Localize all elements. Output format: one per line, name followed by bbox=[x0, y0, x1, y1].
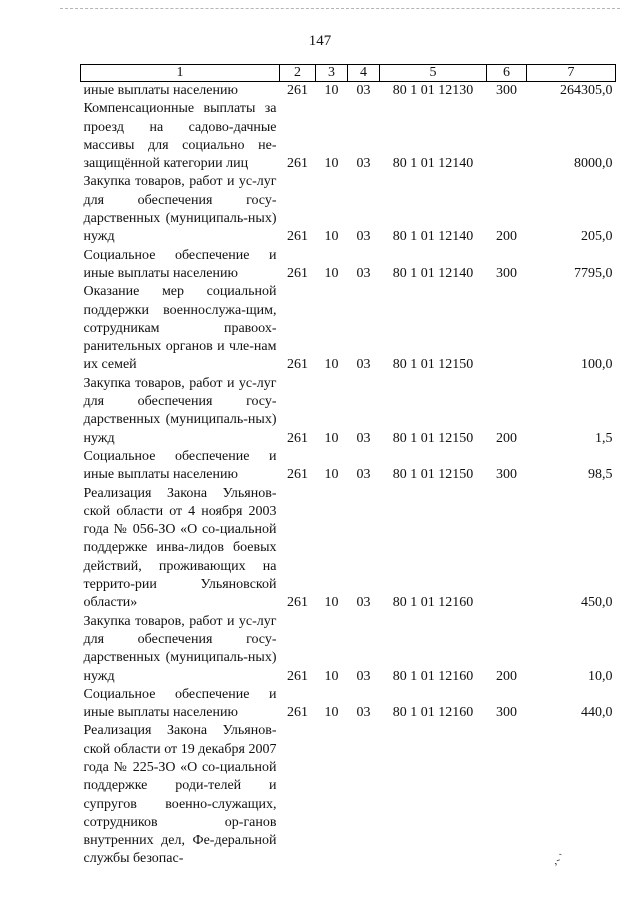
row-code-cell-7: 100,0 bbox=[581, 357, 613, 373]
row-name-cell: Закупка товаров, работ и ус-луг для обеспечения госу-дарственных (муниципаль-ных) нужд bbox=[83, 174, 277, 245]
scan-edge-artifact bbox=[60, 8, 620, 11]
row-code-cell-6: 300 bbox=[496, 265, 517, 281]
table-row bbox=[81, 448, 616, 485]
row-code-cell-7 bbox=[527, 722, 616, 868]
row-code-cell-3: 10 bbox=[324, 265, 339, 281]
row-code-cell-4: 03 bbox=[356, 357, 371, 373]
row-code-cell-5: 80 1 01 12160 bbox=[392, 668, 474, 684]
row-name-cell: Оказание мер социальной поддержки военнослужа-щим, сотрудникам правоох-ранительных органов и чле-нам их семей bbox=[83, 284, 277, 373]
row-code-cell-3: 10 bbox=[324, 156, 339, 172]
header-col-2: 2 bbox=[280, 65, 316, 82]
table-row bbox=[81, 173, 616, 246]
row-code-cell-4: 03 bbox=[356, 668, 371, 684]
table-header-row bbox=[81, 65, 616, 82]
header-col-7: 7 bbox=[527, 65, 616, 82]
row-name-cell: Закупка товаров, работ и ус-луг для обеспечения госу-дарственных (муниципаль-ных) нужд bbox=[83, 375, 277, 446]
row-code-cell-6 bbox=[487, 100, 527, 173]
row-code-cell-5: 80 1 01 12140 bbox=[392, 229, 474, 245]
row-name-cell: Реализация Закона Ульянов-ской области от 4 ноября 2003 года № 056-ЗО «О со-циальной поддержке инва-лидов боевых действий, проживающих на террито-рии Ульяновской области» bbox=[83, 485, 277, 611]
table-row bbox=[81, 613, 616, 686]
table-row bbox=[81, 100, 616, 173]
row-code-cell-6: 200 bbox=[496, 668, 517, 684]
header-col-4: 4 bbox=[348, 65, 380, 82]
row-code-cell-4: 03 bbox=[356, 467, 371, 483]
row-code-cell-4: 03 bbox=[356, 595, 371, 611]
row-code-cell-5: 80 1 01 12160 bbox=[392, 705, 474, 721]
row-code-cell-2: 261 bbox=[287, 265, 308, 281]
row-code-cell-3: 10 bbox=[324, 467, 339, 483]
row-code-cell-6 bbox=[487, 722, 527, 868]
row-code-cell-7: 10,0 bbox=[588, 668, 613, 684]
row-code-cell-5: 80 1 01 12140 bbox=[392, 156, 474, 172]
header-col-5: 5 bbox=[380, 65, 487, 82]
row-code-cell-5: 80 1 01 12150 bbox=[392, 430, 474, 446]
row-code-cell-6: 200 bbox=[496, 229, 517, 245]
row-code-cell-7: 7795,0 bbox=[574, 265, 613, 281]
row-code-cell-4: 03 bbox=[356, 265, 371, 281]
header-col-6: 6 bbox=[487, 65, 527, 82]
row-code-cell-7: 264305,0 bbox=[560, 83, 613, 98]
row-code-cell-3: 10 bbox=[324, 357, 339, 373]
row-code-cell-7: 450,0 bbox=[581, 595, 613, 611]
row-code-cell-5: 80 1 01 12150 bbox=[392, 357, 474, 373]
row-code-cell-3: 10 bbox=[324, 595, 339, 611]
row-code-cell-2: 261 bbox=[287, 595, 308, 611]
row-code-cell-2: 261 bbox=[287, 668, 308, 684]
row-code-cell-2: 261 bbox=[287, 430, 308, 446]
row-name-cell: иные выплаты населению bbox=[83, 83, 238, 98]
row-code-cell-3 bbox=[316, 722, 348, 868]
table-row bbox=[81, 82, 616, 101]
row-code-cell-5: 80 1 01 12150 bbox=[392, 467, 474, 483]
row-name-cell: Реализация Закона Ульянов-ской области от 19 декабря 2007 года № 225-ЗО «О со-циальной поддержке роди-телей и супругов военно-служащих, сотрудников ор-ганов внутренних дел, Фе-деральной службы безопас- bbox=[83, 723, 277, 867]
table-row bbox=[81, 247, 616, 284]
row-code-cell-6 bbox=[487, 283, 527, 374]
row-code-cell-5: 80 1 01 12160 bbox=[392, 595, 474, 611]
table-row bbox=[81, 686, 616, 723]
header-col-3: 3 bbox=[316, 65, 348, 82]
row-name-cell: Социальное обеспечение и иные выплаты населению bbox=[83, 686, 277, 721]
row-code-cell-7: 98,5 bbox=[588, 467, 613, 483]
page-number: 147 bbox=[308, 33, 332, 49]
row-code-cell-6: 300 bbox=[496, 705, 517, 721]
row-code-cell-3: 10 bbox=[324, 430, 339, 446]
table-row bbox=[81, 375, 616, 448]
table-row bbox=[81, 283, 616, 374]
row-code-cell-7: 8000,0 bbox=[574, 156, 613, 172]
row-code-cell-3: 10 bbox=[324, 705, 339, 721]
row-code-cell-2: 261 bbox=[287, 357, 308, 373]
row-code-cell-2: 261 bbox=[287, 229, 308, 245]
row-code-cell-7: 205,0 bbox=[581, 229, 613, 245]
row-code-cell-4: 03 bbox=[356, 705, 371, 721]
row-code-cell-4: 03 bbox=[356, 229, 371, 245]
row-name-cell: Социальное обеспечение и иные выплаты населению bbox=[83, 247, 277, 281]
row-code-cell-2 bbox=[280, 722, 316, 868]
row-code-cell-4: 03 bbox=[356, 156, 371, 172]
row-code-cell-7: 1,5 bbox=[595, 430, 613, 446]
row-code-cell-5: 80 1 01 12140 bbox=[392, 265, 474, 281]
row-code-cell-2: 261 bbox=[287, 705, 308, 721]
row-name-cell: Закупка товаров, работ и ус-луг для обеспечения госу-дарственных (муниципаль-ных) нужд bbox=[83, 613, 277, 684]
row-code-cell-2: 261 bbox=[287, 83, 308, 98]
row-code-cell-2: 261 bbox=[287, 156, 308, 172]
row-name-cell: Социальное обеспечение и иные выплаты населению bbox=[83, 448, 277, 483]
row-code-cell-4 bbox=[348, 722, 380, 868]
row-code-cell-7: 440,0 bbox=[581, 705, 613, 721]
row-code-cell-4: 03 bbox=[356, 83, 371, 98]
row-code-cell-3: 10 bbox=[324, 668, 339, 684]
row-code-cell-2: 261 bbox=[287, 467, 308, 483]
row-code-cell-3: 10 bbox=[324, 229, 339, 245]
header-col-1: 1 bbox=[81, 65, 280, 82]
row-code-cell-5: 80 1 01 12130 bbox=[392, 83, 474, 98]
row-code-cell-5 bbox=[380, 722, 487, 868]
budget-table bbox=[80, 64, 616, 869]
scan-mark: ,-` bbox=[550, 850, 566, 868]
row-name-cell: Компенсационные выплаты за проезд на садово-дачные массивы для социально не-защищённой категории лиц bbox=[83, 101, 277, 172]
table-row bbox=[81, 485, 616, 613]
row-code-cell-4: 03 bbox=[356, 430, 371, 446]
row-code-cell-6: 300 bbox=[496, 83, 517, 98]
row-code-cell-3: 10 bbox=[324, 83, 339, 98]
row-code-cell-6 bbox=[487, 485, 527, 613]
row-code-cell-6: 200 bbox=[496, 430, 517, 446]
table-row bbox=[81, 722, 616, 868]
row-code-cell-6: 300 bbox=[496, 467, 517, 483]
